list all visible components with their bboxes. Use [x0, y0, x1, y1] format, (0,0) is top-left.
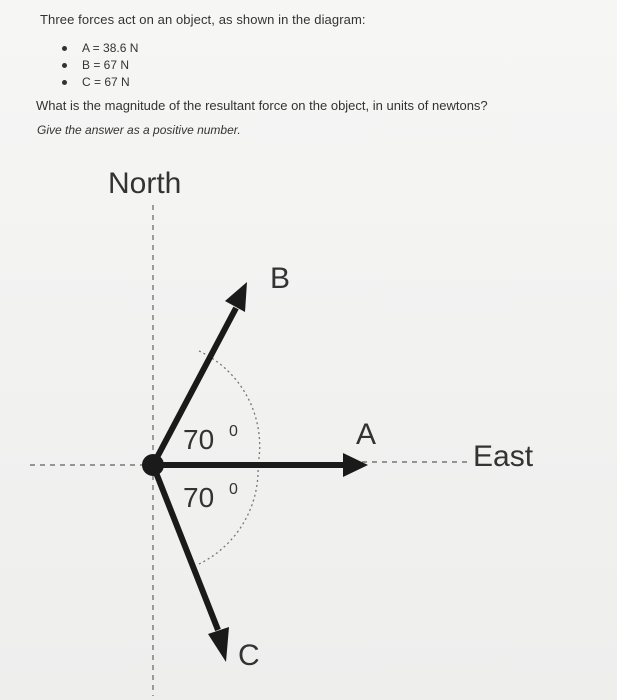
- force-item-a: A = 38.6 N: [62, 40, 138, 57]
- force-item-b: B = 67 N: [62, 57, 138, 74]
- angle-arc-lower: [199, 465, 258, 564]
- vector-b-arrowhead: [225, 282, 247, 312]
- origin-point: [142, 454, 164, 476]
- angle-upper-value: 70: [183, 424, 215, 455]
- vector-c-label: C: [238, 639, 260, 672]
- east-label: East: [473, 440, 534, 473]
- vector-b-label: B: [270, 262, 291, 295]
- force-item-c: C = 67 N: [62, 74, 138, 91]
- question-text: What is the magnitude of the resultant force on the object, in units of newtons?: [36, 98, 488, 113]
- angle-lower-degree: 0: [229, 481, 238, 498]
- north-label: North: [108, 167, 182, 200]
- problem-intro: Three forces act on an object, as shown in the diagram:: [40, 12, 366, 27]
- answer-hint: Give the answer as a positive number.: [37, 123, 241, 137]
- angle-lower-value: 70: [183, 482, 215, 513]
- vector-a-label: A: [356, 418, 377, 451]
- vector-c-arrowhead: [208, 627, 229, 662]
- vector-a-arrowhead: [343, 453, 368, 477]
- angle-upper-degree: 0: [229, 423, 238, 440]
